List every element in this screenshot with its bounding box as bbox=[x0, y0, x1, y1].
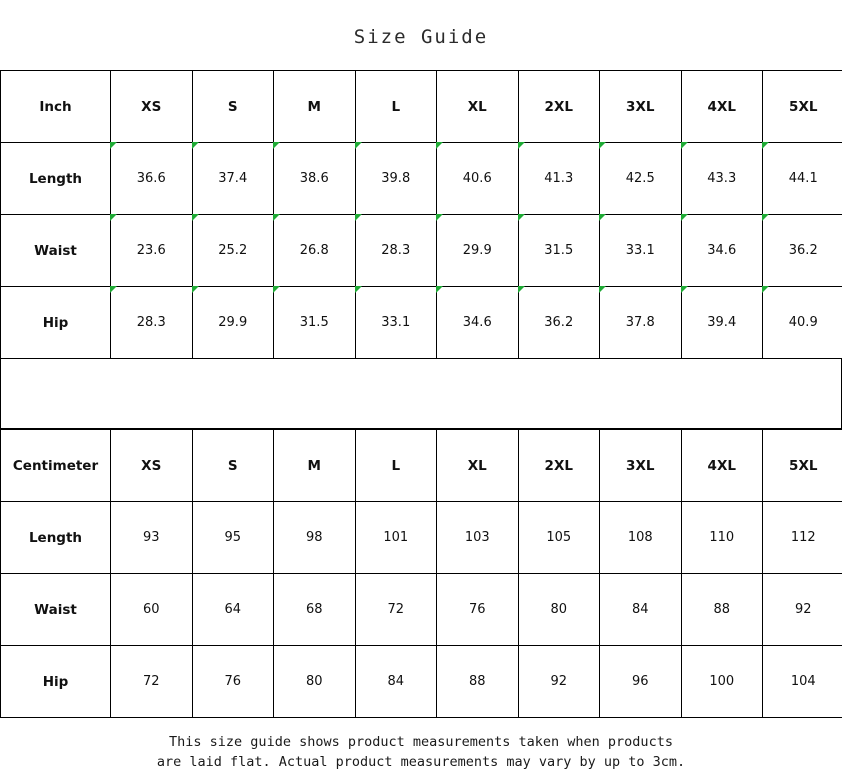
size-header-cm-xs: XS bbox=[111, 430, 193, 502]
cell-cm-hip-m: 80 bbox=[274, 646, 356, 718]
cell-cm-length-s: 95 bbox=[192, 502, 274, 574]
cell-inch-length-3xl: 42.5 bbox=[600, 143, 682, 215]
size-header-2xl: 2XL bbox=[518, 71, 600, 143]
table-row bbox=[1, 646, 842, 718]
measure-label-hip: Hip bbox=[1, 287, 111, 359]
size-header-5xl: 5XL bbox=[763, 71, 842, 143]
cell-inch-waist-3xl: 33.1 bbox=[600, 215, 682, 287]
size-header-s: S bbox=[192, 71, 274, 143]
footer-line-1: This size guide shows product measurements taken when products bbox=[0, 732, 842, 752]
cell-cm-length-xl: 103 bbox=[437, 502, 519, 574]
cell-cm-hip-l: 84 bbox=[355, 646, 437, 718]
cell-cm-length-2xl: 105 bbox=[518, 502, 600, 574]
cell-cm-waist-s: 64 bbox=[192, 574, 274, 646]
cell-inch-length-l: 39.8 bbox=[355, 143, 437, 215]
cell-cm-waist-4xl: 88 bbox=[681, 574, 763, 646]
cell-cm-length-m: 98 bbox=[274, 502, 356, 574]
cell-cm-length-l: 101 bbox=[355, 502, 437, 574]
size-header-xs: XS bbox=[111, 71, 193, 143]
cell-inch-waist-xl: 29.9 bbox=[437, 215, 519, 287]
measure-label-waist: Waist bbox=[1, 215, 111, 287]
cell-cm-length-5xl: 112 bbox=[763, 502, 842, 574]
cell-inch-hip-3xl: 37.8 bbox=[600, 287, 682, 359]
cell-inch-hip-s: 29.9 bbox=[192, 287, 274, 359]
size-header-l: L bbox=[355, 71, 437, 143]
cell-cm-waist-m: 68 bbox=[274, 574, 356, 646]
cell-cm-waist-3xl: 84 bbox=[600, 574, 682, 646]
cell-inch-hip-2xl: 36.2 bbox=[518, 287, 600, 359]
size-header-m: M bbox=[274, 71, 356, 143]
cell-inch-hip-m: 31.5 bbox=[274, 287, 356, 359]
inch-size-table bbox=[0, 70, 842, 359]
measure-label-cm-waist: Waist bbox=[1, 574, 111, 646]
table-header-row bbox=[1, 71, 842, 143]
cell-cm-hip-4xl: 100 bbox=[681, 646, 763, 718]
size-header-4xl: 4XL bbox=[681, 71, 763, 143]
cell-inch-length-s: 37.4 bbox=[192, 143, 274, 215]
cell-cm-length-4xl: 110 bbox=[681, 502, 763, 574]
cell-cm-waist-xl: 76 bbox=[437, 574, 519, 646]
unit-label-centimeter: Centimeter bbox=[1, 430, 111, 502]
footer-note bbox=[0, 718, 842, 772]
size-header-cm-s: S bbox=[192, 430, 274, 502]
centimeter-size-table bbox=[0, 429, 842, 718]
cell-cm-hip-xs: 72 bbox=[111, 646, 193, 718]
cell-inch-hip-l: 33.1 bbox=[355, 287, 437, 359]
cell-inch-waist-xs: 23.6 bbox=[111, 215, 193, 287]
cell-inch-hip-xl: 34.6 bbox=[437, 287, 519, 359]
cell-cm-hip-3xl: 96 bbox=[600, 646, 682, 718]
unit-label-inch: Inch bbox=[1, 71, 111, 143]
table-separator bbox=[0, 359, 842, 429]
cell-inch-waist-4xl: 34.6 bbox=[681, 215, 763, 287]
cell-inch-length-4xl: 43.3 bbox=[681, 143, 763, 215]
cell-inch-length-xl: 40.6 bbox=[437, 143, 519, 215]
size-header-cm-xl: XL bbox=[437, 430, 519, 502]
cell-inch-length-5xl: 44.1 bbox=[763, 143, 842, 215]
size-header-cm-2xl: 2XL bbox=[518, 430, 600, 502]
cell-cm-waist-5xl: 92 bbox=[763, 574, 842, 646]
size-header-cm-5xl: 5XL bbox=[763, 430, 842, 502]
cell-inch-length-xs: 36.6 bbox=[111, 143, 193, 215]
cell-inch-length-m: 38.6 bbox=[274, 143, 356, 215]
size-header-xl: XL bbox=[437, 71, 519, 143]
size-header-3xl: 3XL bbox=[600, 71, 682, 143]
footer-line-2: are laid flat. Actual product measurements may vary by up to 3cm. bbox=[0, 752, 842, 772]
cell-cm-waist-l: 72 bbox=[355, 574, 437, 646]
cell-cm-length-xs: 93 bbox=[111, 502, 193, 574]
table-row bbox=[1, 574, 842, 646]
cell-cm-hip-s: 76 bbox=[192, 646, 274, 718]
measure-label-length: Length bbox=[1, 143, 111, 215]
table-row bbox=[1, 287, 842, 359]
page-title: Size Guide bbox=[0, 0, 842, 70]
cell-inch-waist-l: 28.3 bbox=[355, 215, 437, 287]
cell-cm-waist-xs: 60 bbox=[111, 574, 193, 646]
cell-inch-waist-s: 25.2 bbox=[192, 215, 274, 287]
measure-label-cm-hip: Hip bbox=[1, 646, 111, 718]
table-header-row bbox=[1, 430, 842, 502]
cell-cm-waist-2xl: 80 bbox=[518, 574, 600, 646]
cell-inch-hip-5xl: 40.9 bbox=[763, 287, 842, 359]
measure-label-cm-length: Length bbox=[1, 502, 111, 574]
cell-inch-hip-4xl: 39.4 bbox=[681, 287, 763, 359]
cell-inch-waist-5xl: 36.2 bbox=[763, 215, 842, 287]
cell-inch-length-2xl: 41.3 bbox=[518, 143, 600, 215]
cell-inch-hip-xs: 28.3 bbox=[111, 287, 193, 359]
cell-inch-waist-m: 26.8 bbox=[274, 215, 356, 287]
size-header-cm-m: M bbox=[274, 430, 356, 502]
cell-cm-hip-5xl: 104 bbox=[763, 646, 842, 718]
size-header-cm-l: L bbox=[355, 430, 437, 502]
table-row bbox=[1, 215, 842, 287]
cell-cm-hip-xl: 88 bbox=[437, 646, 519, 718]
cell-cm-length-3xl: 108 bbox=[600, 502, 682, 574]
cell-inch-waist-2xl: 31.5 bbox=[518, 215, 600, 287]
size-header-cm-4xl: 4XL bbox=[681, 430, 763, 502]
table-row bbox=[1, 502, 842, 574]
table-row bbox=[1, 143, 842, 215]
size-header-cm-3xl: 3XL bbox=[600, 430, 682, 502]
cell-cm-hip-2xl: 92 bbox=[518, 646, 600, 718]
